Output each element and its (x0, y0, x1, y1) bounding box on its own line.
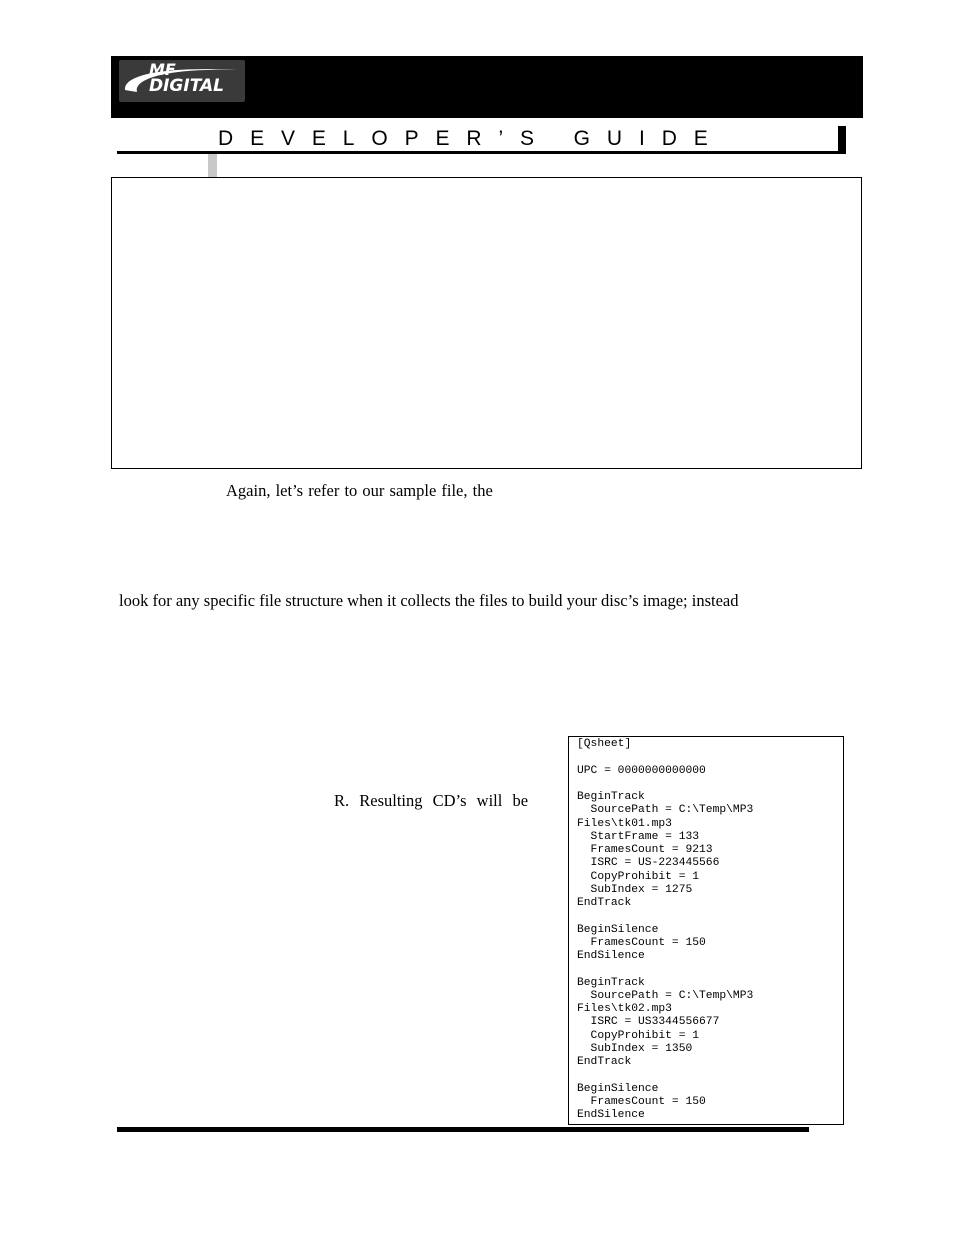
code-line: BeginTrack (577, 976, 645, 989)
title-endcap (838, 126, 846, 154)
header-bar (111, 56, 863, 118)
code-line: ISRC = US-223445566 (577, 857, 720, 870)
code-line: [Qsheet] (577, 738, 632, 750)
paragraph-1: Again, let’s refer to our sample file, the (226, 481, 493, 500)
logo-top-text: MF (149, 60, 176, 79)
code-line: EndSilence (577, 950, 645, 962)
mf-digital-logo (119, 60, 245, 102)
code-line: StartFrame = 133 (577, 830, 700, 843)
code-line: Files\tk01.mp3 (577, 817, 672, 830)
code-line: BeginSilence (577, 1082, 659, 1095)
code-line: EndTrack (577, 897, 632, 909)
paragraph-3: R. Resulting CD’s will be (334, 791, 529, 810)
code-line: FramesCount = 9213 (577, 844, 713, 856)
code-line: Files\tk02.mp3 (577, 1003, 672, 1015)
code-line: CopyProhibit = 1 (577, 1029, 700, 1042)
title-rule (117, 151, 842, 154)
paragraph-2: look for any specific file structure when it collects the files to build your disc’s image; instead (119, 591, 739, 610)
code-text (569, 737, 843, 1122)
code-line: BeginSilence (577, 923, 659, 936)
code-line: EndTrack (577, 1056, 632, 1068)
qsheet-code-sample (568, 736, 844, 1125)
code-line: SourcePath = C:\Temp\MP3 (577, 989, 754, 1002)
code-line: BeginTrack (577, 791, 645, 803)
code-line: EndSilence (577, 1109, 645, 1121)
code-line: SourcePath = C:\Temp\MP3 (577, 804, 754, 817)
code-line: SubIndex = 1275 (577, 883, 693, 896)
content-box (111, 177, 862, 469)
guide-title: DEVELOPER’S GUIDE (218, 127, 725, 150)
footer-rule (117, 1127, 809, 1132)
code-line: ISRC = US3344556677 (577, 1016, 720, 1029)
logo-bottom-text: DIGITAL (149, 76, 224, 96)
code-line: CopyProhibit = 1 (577, 870, 700, 883)
code-line: UPC = 0000000000000 (577, 764, 706, 777)
code-line: SubIndex = 1350 (577, 1042, 693, 1055)
code-line: FramesCount = 150 (577, 936, 706, 949)
gray-tab (208, 154, 217, 178)
code-line: FramesCount = 150 (577, 1095, 706, 1108)
